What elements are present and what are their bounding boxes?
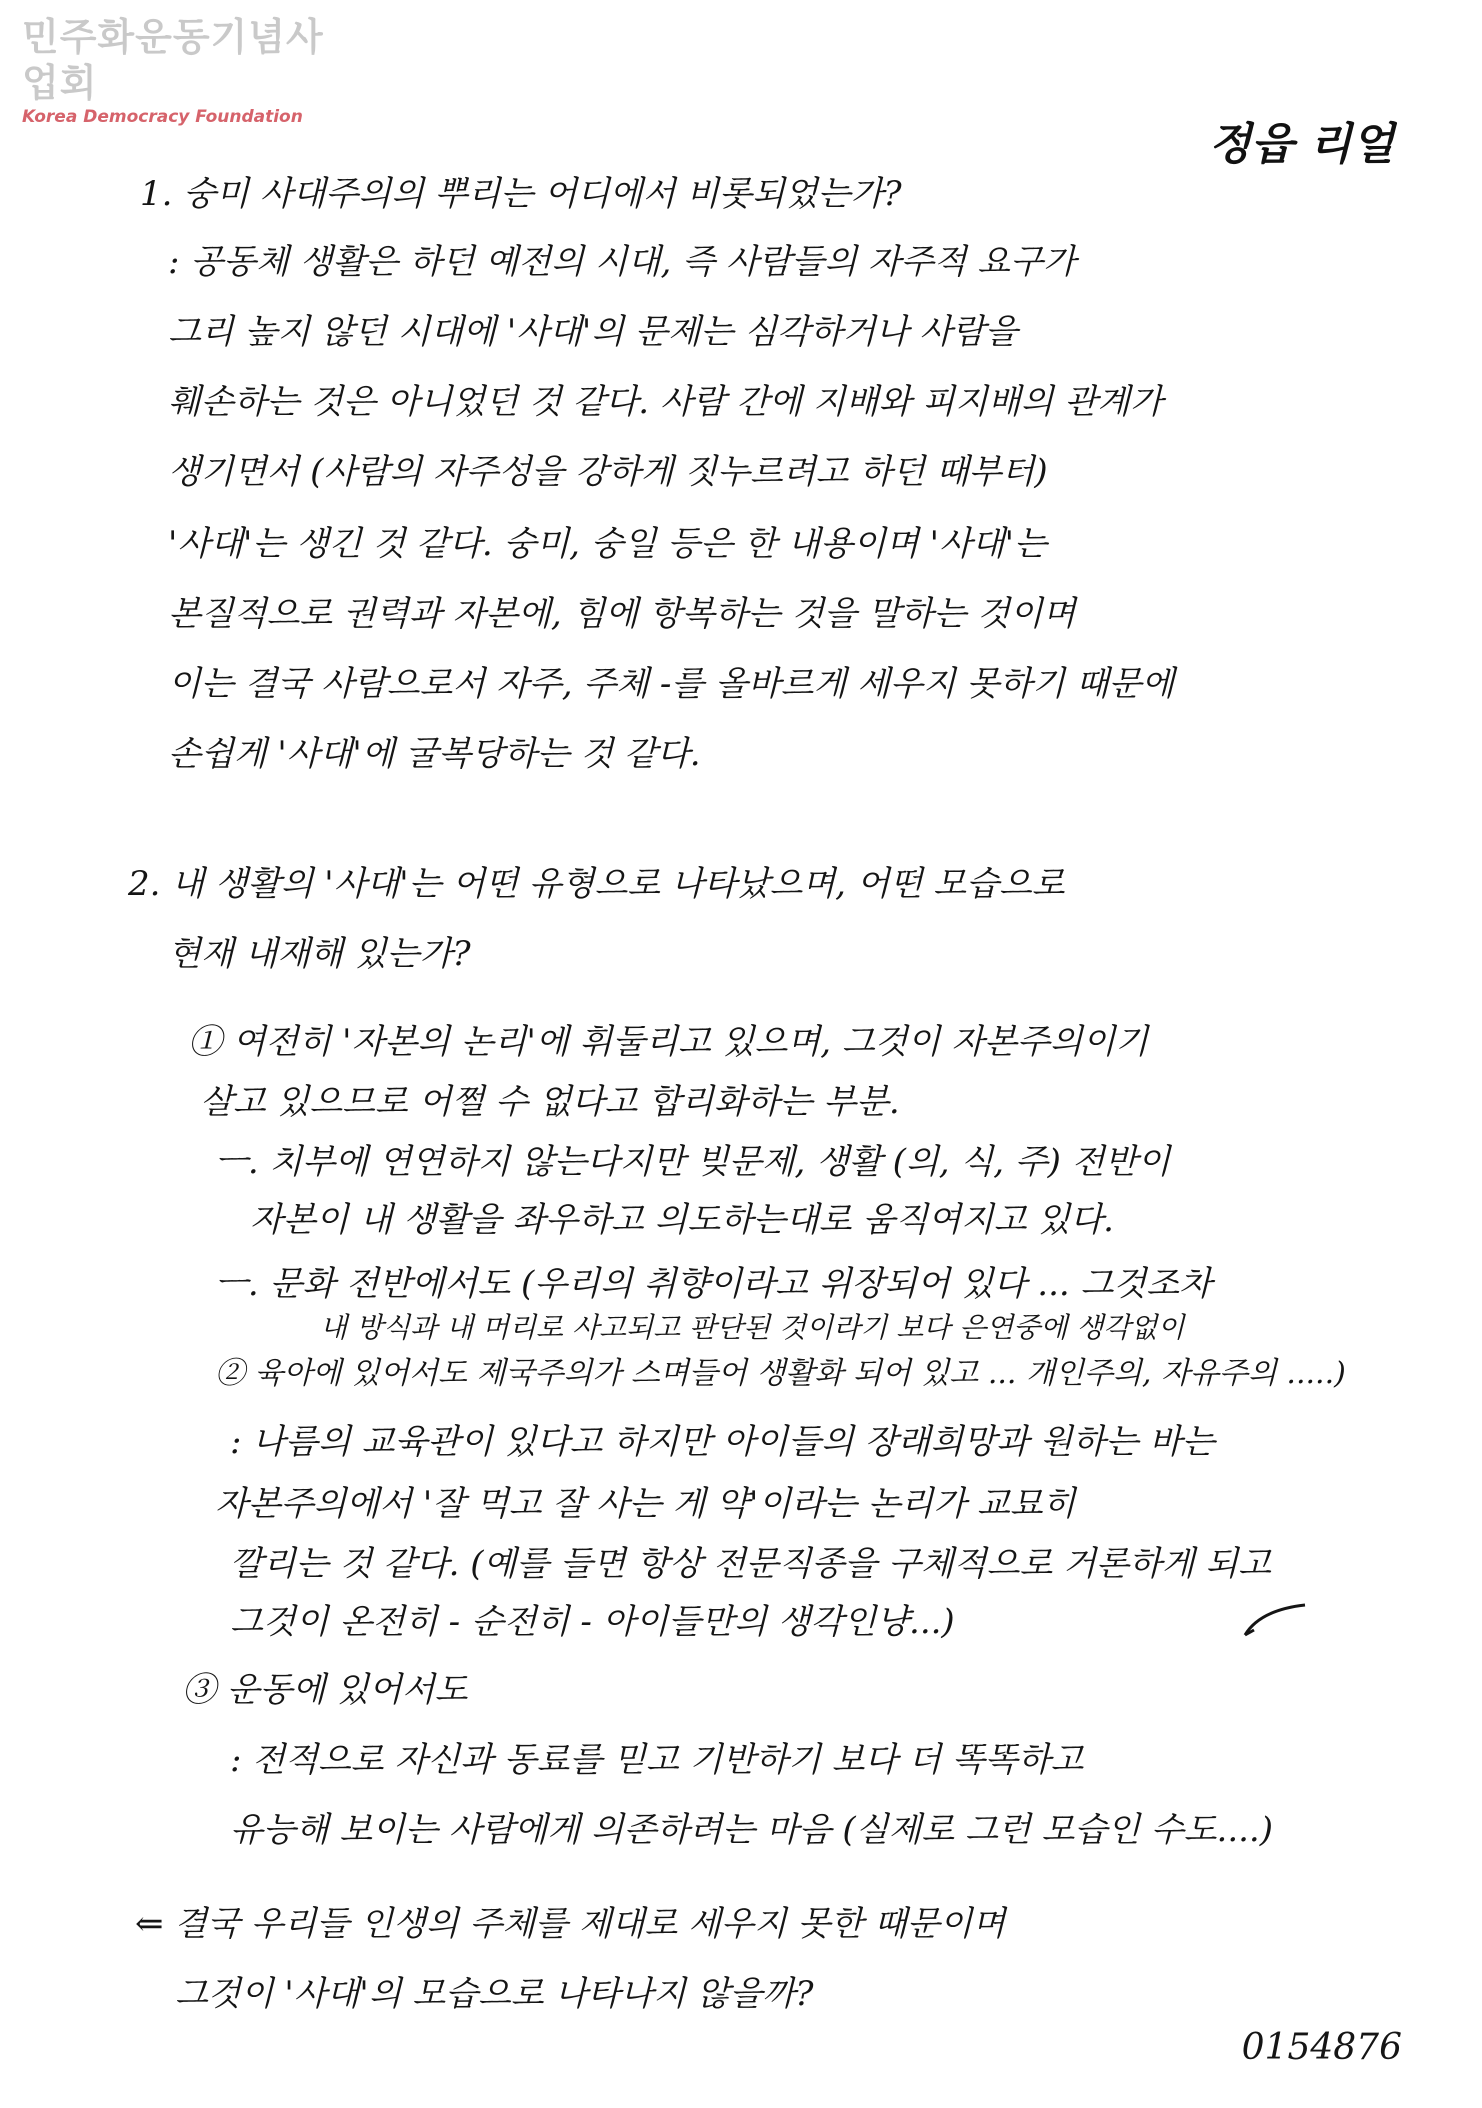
point-2-line: : 나름의 교육관이 있다고 하지만 아이들의 장래희망과 원하는 바는 xyxy=(230,1422,1215,1462)
answer-1-line: 생기면서 (사람의 자주성을 강하게 짓누르려고 하던 때부터) xyxy=(168,452,1048,492)
conclusion-line: ⇐ 결국 우리들 인생의 주체를 제대로 세우지 못한 때문이며 xyxy=(135,1904,1006,1944)
point-1-line: ㅡ. 치부에 연연하지 않는다지만 빚문제, 생활 (의, 식, 주) 전반이 xyxy=(215,1142,1171,1182)
point-2-line: 자본주의에서 '잘 먹고 잘 사는 게 약'이라는 논리가 교묘히 xyxy=(215,1484,1076,1524)
question-2-line: 현재 내재해 있는가? xyxy=(168,934,471,974)
question-1: 1. 숭미 사대주의의 뿌리는 어디에서 비롯되었는가? xyxy=(140,174,902,214)
point-3-line: : 전적으로 자신과 동료를 믿고 기반하기 보다 더 똑똑하고 xyxy=(230,1740,1084,1780)
point-3-line: 유능해 보이는 사람에게 의존하려는 마음 (실제로 그런 모습인 수도....) xyxy=(230,1810,1274,1850)
point-1-line: 살고 있으므로 어쩔 수 없다고 합리화하는 부분. xyxy=(200,1082,900,1122)
foundation-watermark xyxy=(22,14,342,128)
answer-1-line: 이는 결국 사람으로서 자주, 주체 -를 올바르게 세우지 못하기 때문에 xyxy=(168,664,1175,704)
point-3-line: ③ 운동에 있어서도 xyxy=(182,1670,468,1710)
top-right-note: 정읍 리얼 xyxy=(1208,119,1394,170)
margin-check-mark xyxy=(1240,1600,1310,1640)
watermark-english: Korea Democracy Foundation xyxy=(22,107,303,127)
conclusion-line: 그것이 '사대'의 모습으로 나타나지 않을까? xyxy=(175,1974,814,2014)
answer-1-line: : 공동체 생활은 하던 예전의 시대, 즉 사람들의 자주적 요구가 xyxy=(168,242,1076,282)
answer-1-line: 본질적으로 권력과 자본에, 힘에 항복하는 것을 말하는 것이며 xyxy=(168,594,1076,634)
point-1-sub-small: 내 방식과 내 머리로 사고되고 판단된 것이라기 보다 은연중에 생각없이 xyxy=(320,1311,1185,1344)
question-2-line: 2. 내 생활의 '사대'는 어떤 유형으로 나타났으며, 어떤 모습으로 xyxy=(128,864,1065,904)
point-2-line: ② 육아에 있어서도 제국주의가 스며들어 생활화 되어 있고 ... 개인주의, 자유주의 .....) xyxy=(215,1356,1346,1391)
answer-1-line: 손쉽게 '사대'에 굴복당하는 것 같다. xyxy=(168,734,701,774)
watermark-korean: 민주화운동기념사업회 xyxy=(22,15,324,105)
answer-1-line: 그리 높지 않던 시대에 '사대'의 문제는 심각하거나 사람을 xyxy=(168,312,1018,352)
point-2-line: 깔리는 것 같다. (예를 들면 항상 전문직종을 구체적으로 거론하게 되고 xyxy=(230,1544,1271,1584)
answer-1-line: 훼손하는 것은 아니었던 것 같다. 사람 간에 지배와 피지배의 관계가 xyxy=(168,382,1163,422)
point-2-line: 그것이 온전히 - 순전히 - 아이들만의 생각인냥...) xyxy=(230,1602,955,1642)
point-1-line: ① 여전히 '자본의 논리'에 휘둘리고 있으며, 그것이 자본주의이기 xyxy=(188,1022,1149,1062)
point-1-sub: ㅡ. 문화 전반에서도 (우리의 취향이라고 위장되어 있다 ... 그것조차 xyxy=(215,1264,1212,1304)
archive-number: 0154876 xyxy=(1241,2027,1402,2068)
point-1-line: 자본이 내 생활을 좌우하고 의도하는대로 움직여지고 있다. xyxy=(250,1200,1114,1240)
answer-1-line: '사대'는 생긴 것 같다. 숭미, 숭일 등은 한 내용이며 '사대'는 xyxy=(168,524,1047,564)
